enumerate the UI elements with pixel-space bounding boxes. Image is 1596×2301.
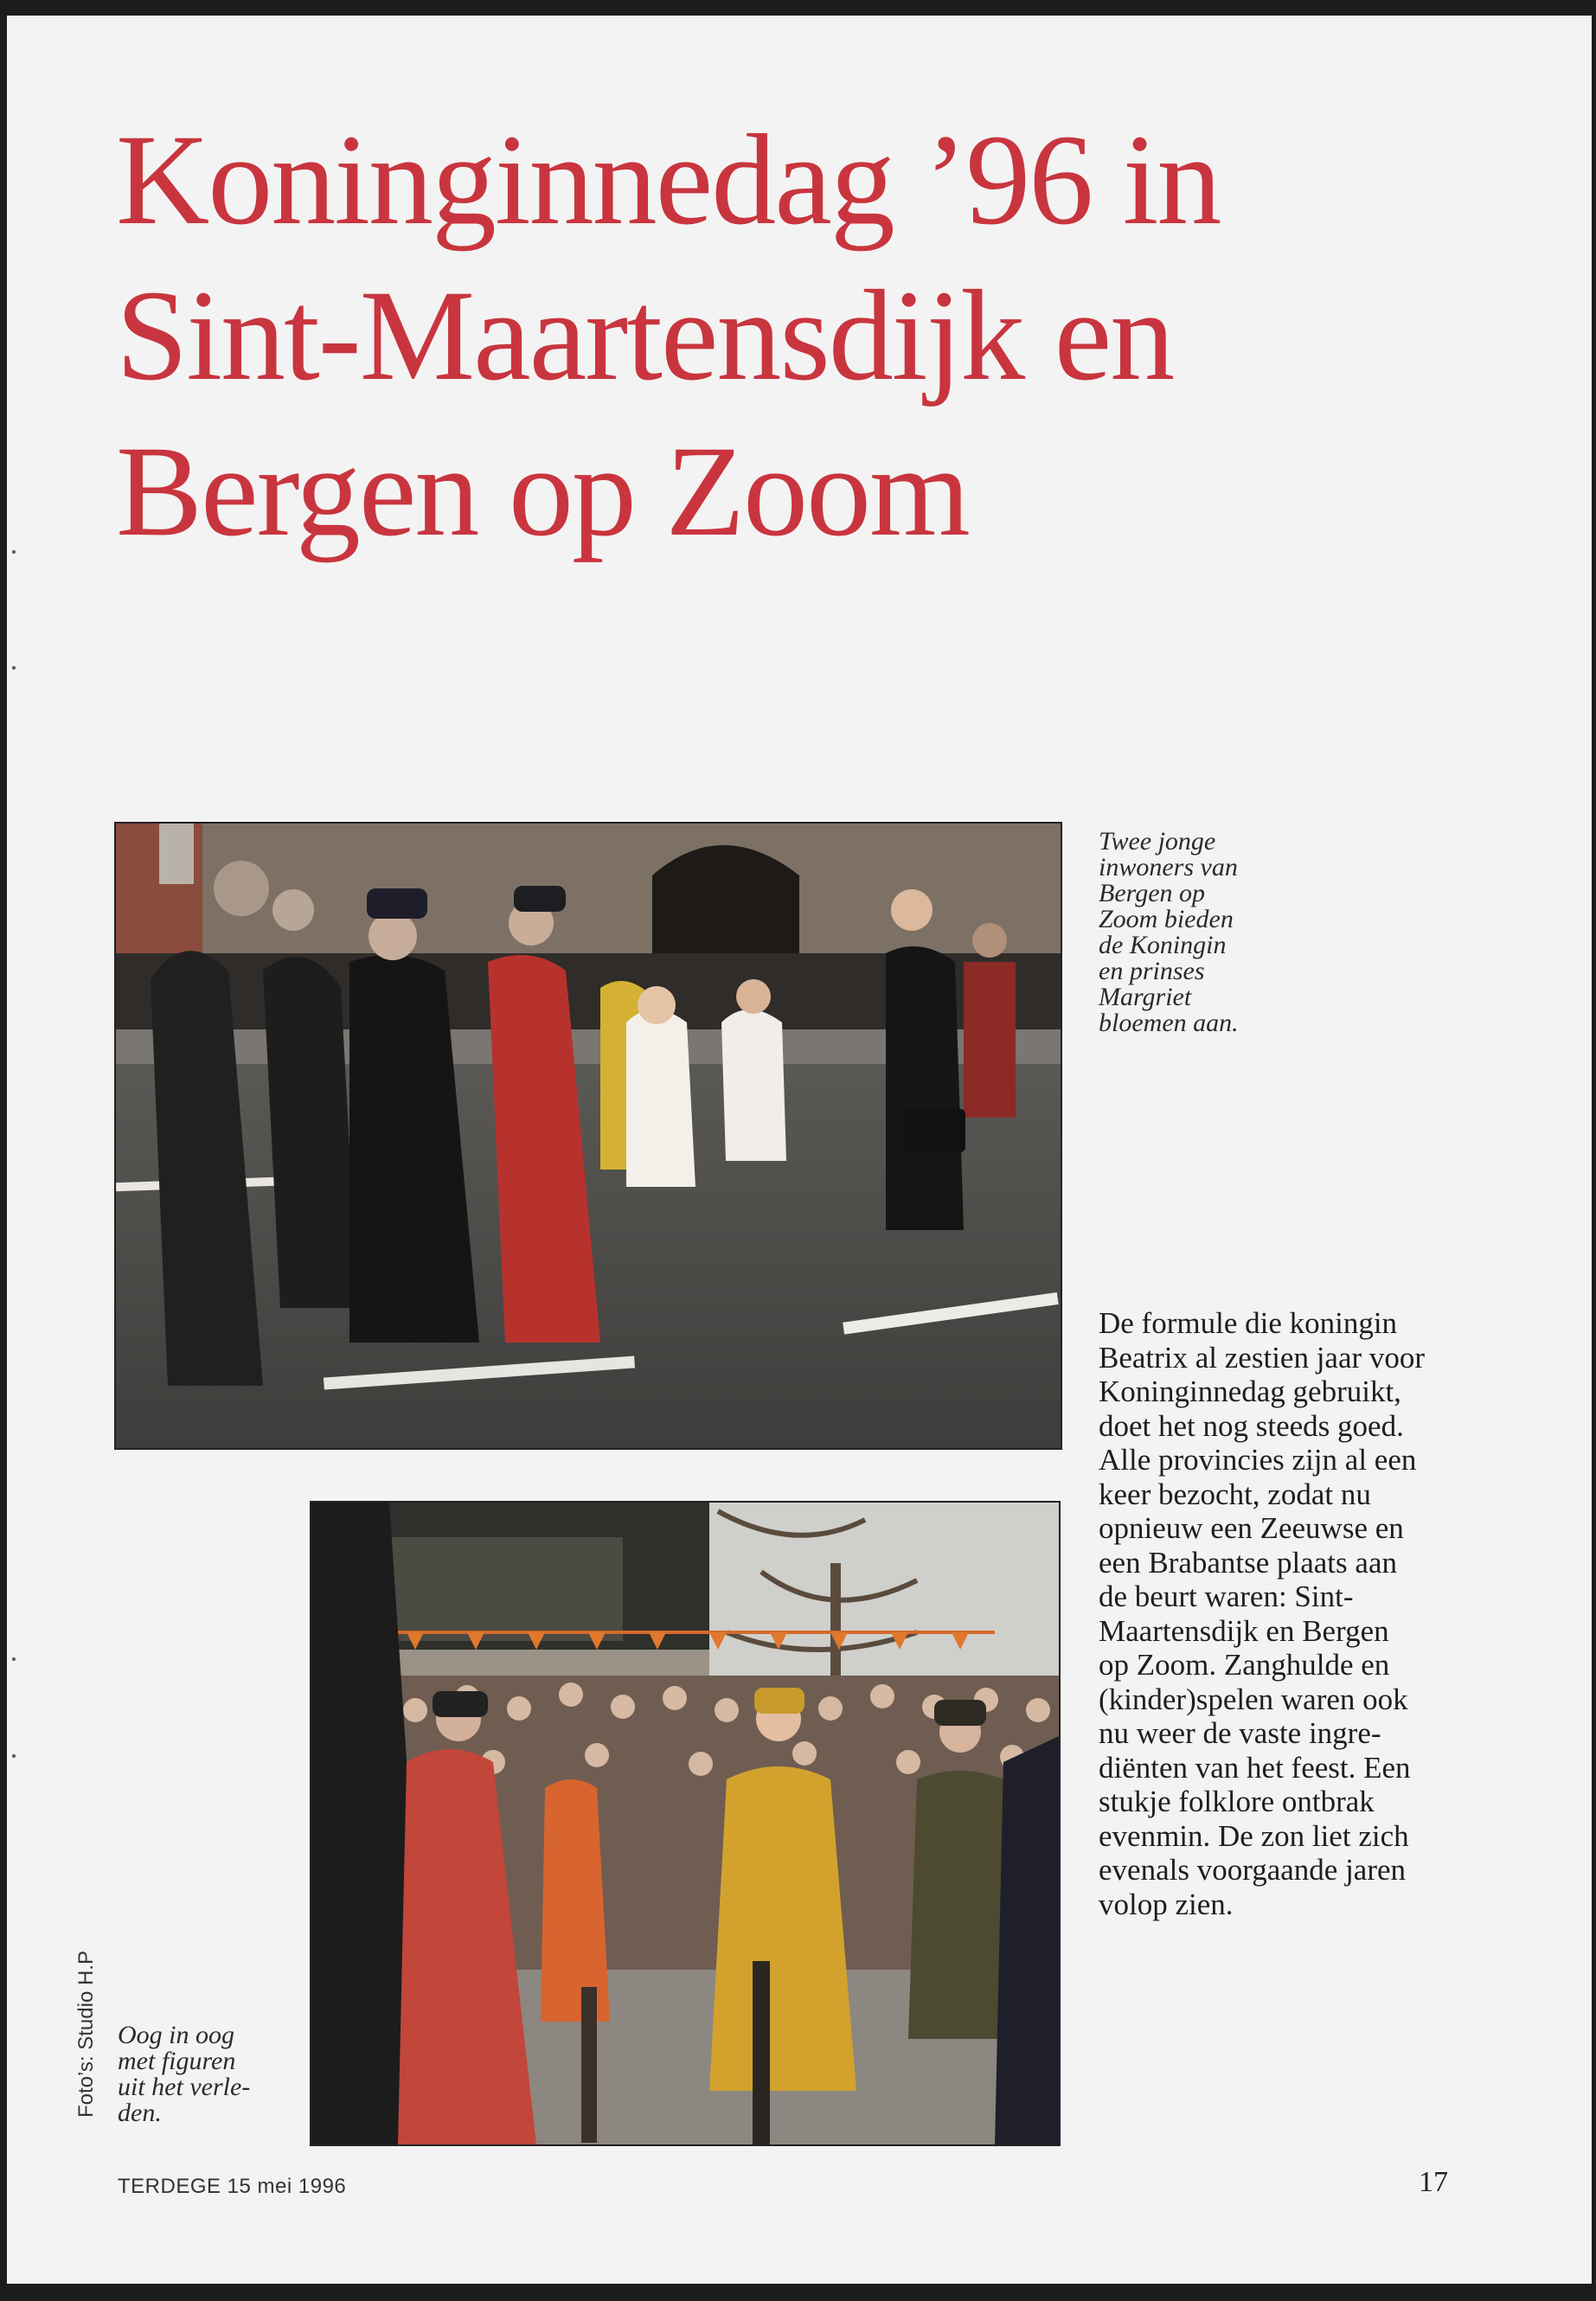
magazine-page <box>7 16 1592 2284</box>
caption-line: Oog in oog <box>118 2021 234 2049</box>
caption-line: en prinses <box>1099 957 1205 985</box>
footer-publication: TERDEGE 15 mei 1996 <box>118 2175 347 2198</box>
caption-line: bloemen aan. <box>1099 1009 1239 1037</box>
body-line: Koninginnedag gebruikt, <box>1099 1375 1401 1408</box>
body-line: stukje folklore ontbrak <box>1099 1785 1375 1818</box>
body-line: De formule die koningin <box>1099 1306 1398 1340</box>
caption-line: Bergen op <box>1099 879 1206 907</box>
body-line: nu weer de vaste ingre- <box>1099 1716 1381 1750</box>
article-title <box>116 102 1327 569</box>
photo-historical-figures <box>310 1501 1061 2146</box>
caption-line: uit het verle- <box>118 2073 251 2101</box>
body-line: diënten van het feest. Een <box>1099 1750 1411 1785</box>
page-number: 17 <box>1419 2166 1448 2198</box>
caption-line: Margriet <box>1099 983 1192 1011</box>
margin-dot <box>12 550 16 554</box>
body-line: doet het nog steeds goed. <box>1099 1408 1404 1443</box>
caption-photo-2 <box>118 2022 250 2126</box>
body-line: de beurt waren: Sint- <box>1099 1580 1354 1613</box>
caption-line: Twee jonge <box>1099 827 1216 856</box>
body-line: een Brabantse plaats aan <box>1099 1545 1397 1580</box>
photo-queen-receiving-flowers <box>114 822 1062 1450</box>
caption-line: inwoners van <box>1099 853 1238 881</box>
caption-photo-1 <box>1099 829 1239 1036</box>
margin-dot <box>12 666 16 670</box>
body-line: Alle provincies zijn al een <box>1099 1443 1417 1477</box>
body-line: (kinder)spelen waren ook <box>1099 1682 1408 1716</box>
body-line: opnieuw een Zeeuwse en <box>1099 1511 1404 1545</box>
body-line: keer bezocht, zodat nu <box>1099 1477 1371 1511</box>
caption-line: met figuren <box>118 2047 236 2075</box>
photo-credit: Foto’s: Studio H.P <box>74 1951 98 2118</box>
title-line: Koninginnedag ’96 in <box>116 108 1221 252</box>
body-line: Beatrix al zestien jaar voor <box>1099 1340 1426 1375</box>
body-line: evenmin. De zon liet zich <box>1099 1818 1409 1853</box>
body-line: volop zien. <box>1099 1887 1234 1921</box>
title-line: Bergen op Zoom <box>116 420 969 563</box>
caption-line: den. <box>118 2099 162 2127</box>
caption-line: Zoom bieden <box>1099 905 1234 933</box>
title-line: Sint-Maartensdijk en <box>116 264 1174 407</box>
body-line: op Zoom. Zanghulde en <box>1099 1648 1390 1682</box>
article-body <box>1099 1306 1425 1921</box>
caption-line: de Koningin <box>1099 931 1227 959</box>
margin-dot <box>12 1657 16 1661</box>
margin-dot <box>12 1754 16 1758</box>
body-line: evenals voorgaande jaren <box>1099 1853 1407 1887</box>
body-line: Maartensdijk en Bergen <box>1099 1613 1389 1648</box>
